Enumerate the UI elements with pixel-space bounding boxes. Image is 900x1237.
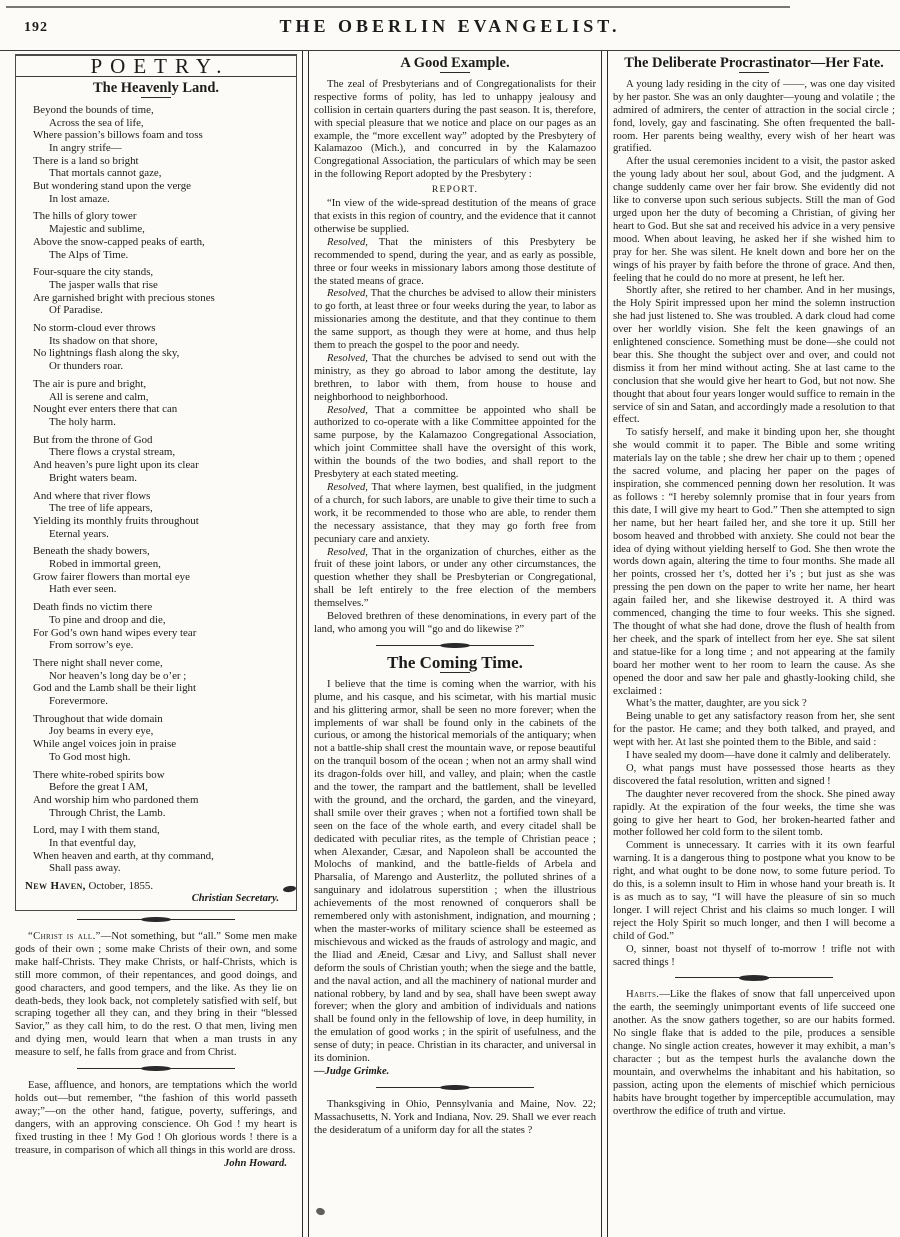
- dateline-place: New Haven,: [25, 880, 86, 893]
- paragraph: [314, 288, 596, 353]
- heading-rule: [440, 672, 470, 673]
- poem-line: Death finds no victim there: [33, 601, 153, 614]
- poem-line: There night shall never come,: [33, 656, 163, 669]
- paragraph: [314, 482, 596, 547]
- poem-dateline: [23, 880, 289, 893]
- right-column: [610, 51, 898, 1237]
- dateline-date: October, 1855.: [85, 880, 154, 893]
- poem-line: The holy harm.: [49, 415, 116, 428]
- poem-line: Through Christ, the Lamb.: [49, 806, 166, 819]
- poem-line: Before the great I AM,: [49, 781, 148, 794]
- poem-line: There white-robed spirits bow: [33, 768, 165, 781]
- paragraph-lead: Resolved,: [327, 288, 368, 300]
- left-column-notes: [15, 931, 297, 1170]
- poem-line: There flows a crystal stream,: [49, 446, 176, 459]
- poetry-section-heading: POETRY.: [16, 56, 296, 77]
- paragraph-lead: “Christ is all.”: [28, 931, 101, 942]
- poem-attribution: Christian Secretary.: [191, 893, 279, 905]
- poem-line: The tree of life appears,: [49, 502, 153, 515]
- article-divider: [376, 1087, 534, 1092]
- poem-line: Lord, may I with them stand,: [33, 824, 160, 837]
- poem-line: But from the throne of God: [33, 433, 153, 446]
- article-divider: [675, 977, 833, 982]
- poetry-section-box: [15, 54, 297, 911]
- poem-line: Throughout that wide domain: [33, 712, 163, 725]
- paragraph: [314, 198, 596, 237]
- paragraph-text: The daughter never recovered from the shock. She pined away rapidly. At the expiration of the four weeks, the time she was going to give her heart to God, her broken-hearted father and mother followed her cold form to the silent tomb.: [613, 788, 895, 839]
- section-subhead: REPORT.: [431, 184, 479, 196]
- paragraph-lead: Resolved,: [327, 352, 368, 364]
- paragraph-text: Beloved brethren of these denominations, in every part of the land, who among you will “go and do likewise ?”: [314, 611, 596, 635]
- paragraph: [613, 840, 895, 943]
- paragraph-text: Being unable to get any satisfactory reason from her, she sent for the pastor. He came; and they both talked, and prayed, and wept with her. At last she pointed them to the Bible, and said :: [613, 711, 895, 749]
- poem-line: Joy beams in every eye,: [49, 725, 154, 738]
- poem-stanza: [23, 545, 289, 596]
- poem-line: Of Paradise.: [49, 304, 103, 317]
- poem-line: The hills of glory tower: [33, 210, 137, 223]
- poem-stanza: [23, 713, 289, 764]
- poem-line: Hath ever seen.: [49, 583, 117, 596]
- paragraph-lead: Habits.: [626, 989, 660, 1001]
- paragraph-text: That the ministers of this Presbytery be recommended to spend, during the year, and as early as possible, three or four weeks in missionary labors among those destitute of the stated means of grace.: [314, 236, 596, 287]
- poem-stanza: [23, 824, 289, 875]
- poem-line: Nought ever enters there that can: [33, 403, 178, 416]
- article-title: The Deliberate Procrastinator—Her Fate.: [624, 55, 884, 71]
- poem-body: [23, 104, 289, 875]
- column-rule-left: [302, 51, 309, 1237]
- poem-stanza: [23, 490, 289, 541]
- poem-line: Eternal years.: [49, 527, 109, 540]
- masthead-title: THE OBERLIN EVANGELIST.: [279, 16, 621, 36]
- paragraph: [15, 931, 297, 1060]
- poem-line: No lightnings flash along the sky,: [33, 347, 180, 360]
- paragraph: [314, 1099, 596, 1138]
- poem-line: While angel voices join in praise: [33, 738, 177, 751]
- poem-line: Majestic and sublime,: [49, 223, 145, 236]
- article-divider: [77, 919, 235, 924]
- poem-line: Bright waters beam.: [49, 471, 138, 484]
- attribution: —Judge Grimke.: [314, 1065, 390, 1077]
- poem-line: The jasper walls that rise: [49, 278, 158, 291]
- poem-stanza: [23, 601, 289, 652]
- paragraph-text: Shortly after, she retired to her chamber. And in her musings, the Holy Spirit impressed upon her mind the solemn instruction she had just listened to. She was troubled. A dark cloud had come over her worldly vision. She felt the keen gnawings of an enlightened conscience. Something must be done—she could not bear this. She thought the subject over and over, and could not dismiss it from her mind without acting. She at last came to the conclusion that she would give her heart to God, but not now. She thought that about four years longer would suffice to remain in the service of sin and Satan, and accordingly made a resolution to that effect.: [613, 285, 895, 426]
- paragraph-text: That in the organization of churches, either as the fruit of these joint labors, or under any other circumstances, the question whether they shall be Presbyterian or Congregational, shall be left entirely to the free election of the members themselves.”: [314, 546, 596, 610]
- paragraph-text: —Not something, but “all.” Some men make gods of their own ; some make Christs of their own, and some make half-Christs. They make Christs, or half-Christs, which is still more common, of their repentances, and good doings, and good characters, and good tempers, and the like. As they lie on death-beds, they look back, not completely satisfied with self, but scraping together all they can, and they bring in their “blessed Savior,” as they call him, to do the rest. O that men, living men and dying men, would learn that when a man trusts in any measure to self, he falls from grace and from Christ.: [15, 931, 298, 1059]
- poem-line: And heaven’s pure light upon its clear: [33, 459, 199, 472]
- paragraph-text: Thanksgiving in Ohio, Pennsylvania and Maine, Nov. 22; Massachusetts, N. York and Indiana, Nov. 29. Shall we ever reach the desideratum of a uniform day for all the states ?: [314, 1098, 596, 1136]
- poem-line: Above the snow-capped peaks of earth,: [33, 235, 205, 248]
- poem-line: In angry strife—: [49, 141, 122, 154]
- poem-line: Across the sea of life,: [49, 116, 144, 129]
- poem-line: Beyond the bounds of time,: [33, 103, 154, 116]
- paragraph: [613, 79, 895, 156]
- poem-line: In that eventful day,: [49, 837, 136, 850]
- poem-line: There is a land so bright: [33, 154, 139, 167]
- poem-line: Nor heaven’s long day be o’er ;: [49, 669, 187, 682]
- paragraph-text: What’s the matter, daughter, are you sick ?: [626, 698, 807, 710]
- poem-line: Are garnished bright with precious stones: [33, 291, 215, 304]
- paragraph-lead: Resolved,: [327, 236, 368, 248]
- paragraph-text: That the churches be advised to send out with the ministry, as they go abroad to labor among the destitute, lay brethren, to labor with them, from house to house and neighborhood to neighborhood.: [314, 352, 596, 403]
- poem-line: And worship him who pardoned them: [33, 793, 199, 806]
- poem-line: To God most high.: [49, 750, 131, 763]
- poem-line: From sorrow’s eye.: [49, 639, 134, 652]
- poem-line: That mortals cannot gaze,: [49, 167, 162, 180]
- poem-stanza: [23, 210, 289, 261]
- poem-line: To pine and droop and die,: [49, 613, 166, 626]
- poem-line: Four-square the city stands,: [33, 266, 154, 279]
- paragraph-text: Ease, affluence, and honors, are temptations which the world holds out—but remember, “the fashion of this world passeth away;”—on the other hand, fatigue, poverty, sufferings, and dangers, with an approving conscience. Oh God ! my heart is fixed trusting in thee ! My God ! Oh glorious words ! there is a treasure, in comparison of which all things in this world are dross.: [15, 1080, 297, 1156]
- paragraph: [613, 789, 895, 841]
- poem-stanza: [23, 769, 289, 820]
- poem-stanza: [23, 322, 289, 373]
- paragraph-text: To satisfy herself, and make it binding upon her, she thought she would commit it to paper. The Bible and some writing materials lay on the table ; she drew her chair up to them ; opened the sacred volume, and placing her paper on the pages of inspiration, she commenced penning down her resolution. It was as follows : “I hereby solemnly promise that in four years from this date, I will give my heart to God.” Then she attempted to sign her name, but her heart failed her, and she tore it up. Still her bosom heaved and throbbed with anxiety. She could not bear the idea of dying without yielding herself to God. She then wrote the words down again, altering the time to four months. She made all her points, crossed her t’s, dotted her i’s ; but just as she was pressing the pen down on the paper to write her name, her heart again failed her, and she likewise destroyed it. A third was commenced, changing the time to four weeks. This she signed. The thought of what she had done, drove the flush of health from her cheek, and the spark of intellect from her eye. She sat silent and statue-like for a long time ; and not appearing at the family board her mother went to her room to learn the cause. As she opened the door and saw her pale and ghastly-looking child, she exclaimed :: [613, 427, 895, 697]
- poem-line: Grow fairer flowers than mortal eye: [33, 570, 190, 583]
- paragraph: [314, 405, 596, 482]
- poem-line: Shall pass away.: [49, 862, 121, 875]
- paragraph-text: The zeal of Presbyterians and of Congregationalists for their respective forms of polity, has led to unhappy jealousy and collision in certain quarters during the past season. It is, therefore, with special pleasure that we notice and place on our pages as an example, the “more excellent way” adopted by the Presbytery of Kalamazoo (Mich.), and concurred in by the Kalamazoo Congregational Association, the particulars of which may be seen in the following Report adopted by the Presbytery :: [314, 78, 596, 181]
- left-column: [12, 51, 300, 1237]
- paragraph-text: That the churches be advised to allow their ministers to go forth, at least three or four weeks during the year, to labor as missionaries among the destitute, and that they continue to them the same support, as though they were at home, and thus help them to preach the gospel to the poor and needy.: [314, 288, 596, 352]
- poem-title: The Heavenly Land.: [92, 79, 220, 96]
- paragraph: [314, 237, 596, 289]
- paragraph: [613, 989, 895, 1118]
- heading-rule: [141, 97, 171, 98]
- paragraph: [613, 156, 895, 285]
- paragraph: [15, 1080, 297, 1157]
- columns-container: [0, 51, 900, 1237]
- paragraph-text: O, sinner, boast not thyself of to-morrow ! trifle not with sacred things !: [613, 943, 895, 968]
- attribution: John Howard.: [224, 1157, 287, 1169]
- paragraph: [613, 944, 895, 970]
- article-title: A Good Example.: [400, 55, 510, 71]
- poem-line: Where passion’s billows foam and toss: [33, 129, 203, 142]
- heading-rule: [739, 72, 769, 73]
- poem-stanza: [23, 657, 289, 708]
- poem-line: No storm-cloud ever throws: [33, 322, 156, 335]
- heading-rule: [440, 72, 470, 73]
- poem-line: For God’s own hand wipes every tear: [33, 626, 197, 639]
- poem-line: Its shadow on that shore,: [49, 334, 158, 347]
- paragraph: [314, 547, 596, 612]
- poem-line: Robed in immortal green,: [49, 558, 161, 571]
- paragraph-text: That where laymen, best qualified, in the judgment of a church, for such labors, are unable to give their time to such a work, it be recommended to those who are able, to render them the necessary assistance, that they may go forth free from pecuniary care and anxiety.: [314, 482, 596, 545]
- page-header: [0, 0, 900, 51]
- article-divider: [77, 1068, 235, 1073]
- poem-line: The Alps of Time.: [49, 248, 129, 261]
- paragraph: [613, 750, 895, 763]
- poem-stanza: [23, 104, 289, 206]
- paragraph-text: After the usual ceremonies incident to a visit, the pastor asked the young lady about her soul, about God, and the judgment. A change suddenly came over her fair brow. She evidently did not like to converse upon such serious subjects. Still the man of God urged upon her the duty of becoming a Christian, of giving her heart to God. But she sat and received his advice in a very pensive mood. When about leaving, he asked her if she wished him to pray for her. She was silent. He knelt down and bore her on the wings of his prayer by faith before the throne of grace. And then, feeling that he could do no more at present, he left her.: [613, 156, 895, 284]
- poem-stanza: [23, 434, 289, 485]
- poem-line: Beneath the shady bowers,: [33, 545, 150, 558]
- poem-line: Forevermore.: [49, 695, 108, 708]
- poem-stanza: [23, 378, 289, 429]
- paragraph-text: —Like the flakes of snow that fall unperceived upon the earth, the seemingly unimportant events of life succeed one another. As the snow gathers together, so are our habits formed. No single flake that is added to the pile, produces a sensible change. No single action creates, however it may exhibit, a man’s character ; but as the tempest hurls the avalanche down the mountain, and overwhelms the inhabitant and his habitation, so passion, acting upon the elements of mischief which pernicious habits have brought together by imperceptible accumulation, may overthrow the edifice of truth and virtue.: [613, 989, 895, 1117]
- page-number: 192: [24, 20, 48, 35]
- poem-line: God and the Lamb shall be their light: [33, 682, 197, 695]
- paragraph: [314, 353, 596, 405]
- paragraph: [613, 763, 895, 789]
- poem-line: In lost amaze.: [49, 192, 110, 205]
- poem-line: Yielding its monthly fruits throughout: [33, 514, 199, 527]
- article-title: The Coming Time.: [387, 652, 523, 672]
- paragraph-text: I believe that the time is coming when the warrior, with his plume, and his casque, and his scimetar, with his martial music and his glittering armor, shall be seen no more forever; when the implements of war shall be found only in the cabinets of the curious, or among the historical memorials of the antiquary; when not a battle-ship shall crest the mountain wave, or repose beautiful on the tranquil bosom of the ocean ; when not an army shall wind its dragon-folds over hill, and valley, and plain; when the castle and the tower, the rampart and the battlement, shall be levelled with the ground, and the orchard, the garden, and the vineyard, shall smile over their graves ; when not a fortified town shall be seen on the face of the whole earth, and every citadel shall be dedicated with peculiar rites, as the temple of Christian peace ; when Alexander, Cæsar, and Napoleon shall be accounted the Molochs of mankind, and the battle-fields of Arbela and Pharsalia, of Marengo and Austerlitz, the polluted shrines of a sanguinary and idolatrous superstition ; when the illustrious achievements of the most renowned of conquerors shall be remembered only with astonishment, indignation, and mourning ; when the master-works of military science shall be esteemed as mischievous and wicked as the frauds of astrology and magic, and the Iliad and Æneid, Cæsar and Livy, and Sallust shall never deform the souls of Christian youth; when the siege and the battle, and the naval action, and all the machinery of national murder and national robbery, by land and by sea, shall have been swept away forever; when the glory and ambition of individuals and nations shall be found only in the fellowship of love, in deep humility, in the emulation of good works ; in the spirit of usefulness, and the sense of duty; in peace. Christian in its character, and universal in its dominion.: [314, 678, 596, 1065]
- paragraph-lead: Resolved,: [327, 546, 368, 558]
- article-divider: [376, 645, 534, 650]
- paragraph-text: A young lady residing in the city of ——, was one day visited by her pastor. She was an only daughter—young and volatile ; the admired of admirers, the center of attraction in the social circle ; fond, lovely, gay and fascinating. She often frequented the ball-room. Her parents being wealthy, every wish of her heart was gratified.: [613, 78, 895, 155]
- poem-line: And where that river flows: [33, 489, 151, 502]
- poem-line: But wondering stand upon the verge: [33, 180, 191, 193]
- paragraph-text: That a committee be appointed who shall be authorized to co-operate with a like Committee appointed for the same purpose, by the Kalamazoo Congregational Association, which joint Committee shall have the oversight of this work, within the bounds of the two bodies, and shall report to the Presbytery at each stated meeting.: [314, 404, 596, 481]
- paragraph: [613, 427, 895, 698]
- middle-column: [311, 51, 599, 1237]
- paragraph-text: I have sealed my doom—have done it calmly and deliberately.: [626, 750, 891, 762]
- paragraph: [613, 711, 895, 750]
- paragraph: [314, 679, 596, 1066]
- paragraph: [613, 285, 895, 427]
- paragraph: [314, 79, 596, 182]
- poem-line: All is serene and calm,: [49, 390, 149, 403]
- poem-stanza: [23, 266, 289, 317]
- poem-line: When heaven and earth, at thy command,: [33, 849, 214, 862]
- paragraph-lead: Resolved,: [327, 482, 368, 493]
- paragraph: [613, 698, 895, 711]
- paragraph-text: Comment is unnecessary. It carries with it its own fearful warning. It is a dangerous thing to postpone what you know to be right, and what ought to be done now, to some future period. To do this, is a solemn insult to Him in whose hand your breath is. It is as much as to say, “I will have the pleasure of sin so much longer. I will reject Christ and his claims so much longer. I will reject the Holy Spirit so much longer, and then I will become a child of God.”: [613, 840, 895, 942]
- paragraph-text: O, what pangs must have possessed those hearts as they discovered the fatal resolution, written and signed !: [613, 762, 895, 787]
- paragraph-text: “In view of the wide-spread destitution of the means of grace that exists in this region of country, and the evidence that it cannot otherwise be supplied.: [314, 198, 596, 235]
- paragraph-lead: Resolved,: [327, 404, 368, 416]
- column-rule-right: [601, 51, 608, 1237]
- paragraph: [314, 611, 596, 637]
- poem-line: The air is pure and bright,: [33, 377, 147, 390]
- poem-line: Or thunders roar.: [49, 360, 124, 373]
